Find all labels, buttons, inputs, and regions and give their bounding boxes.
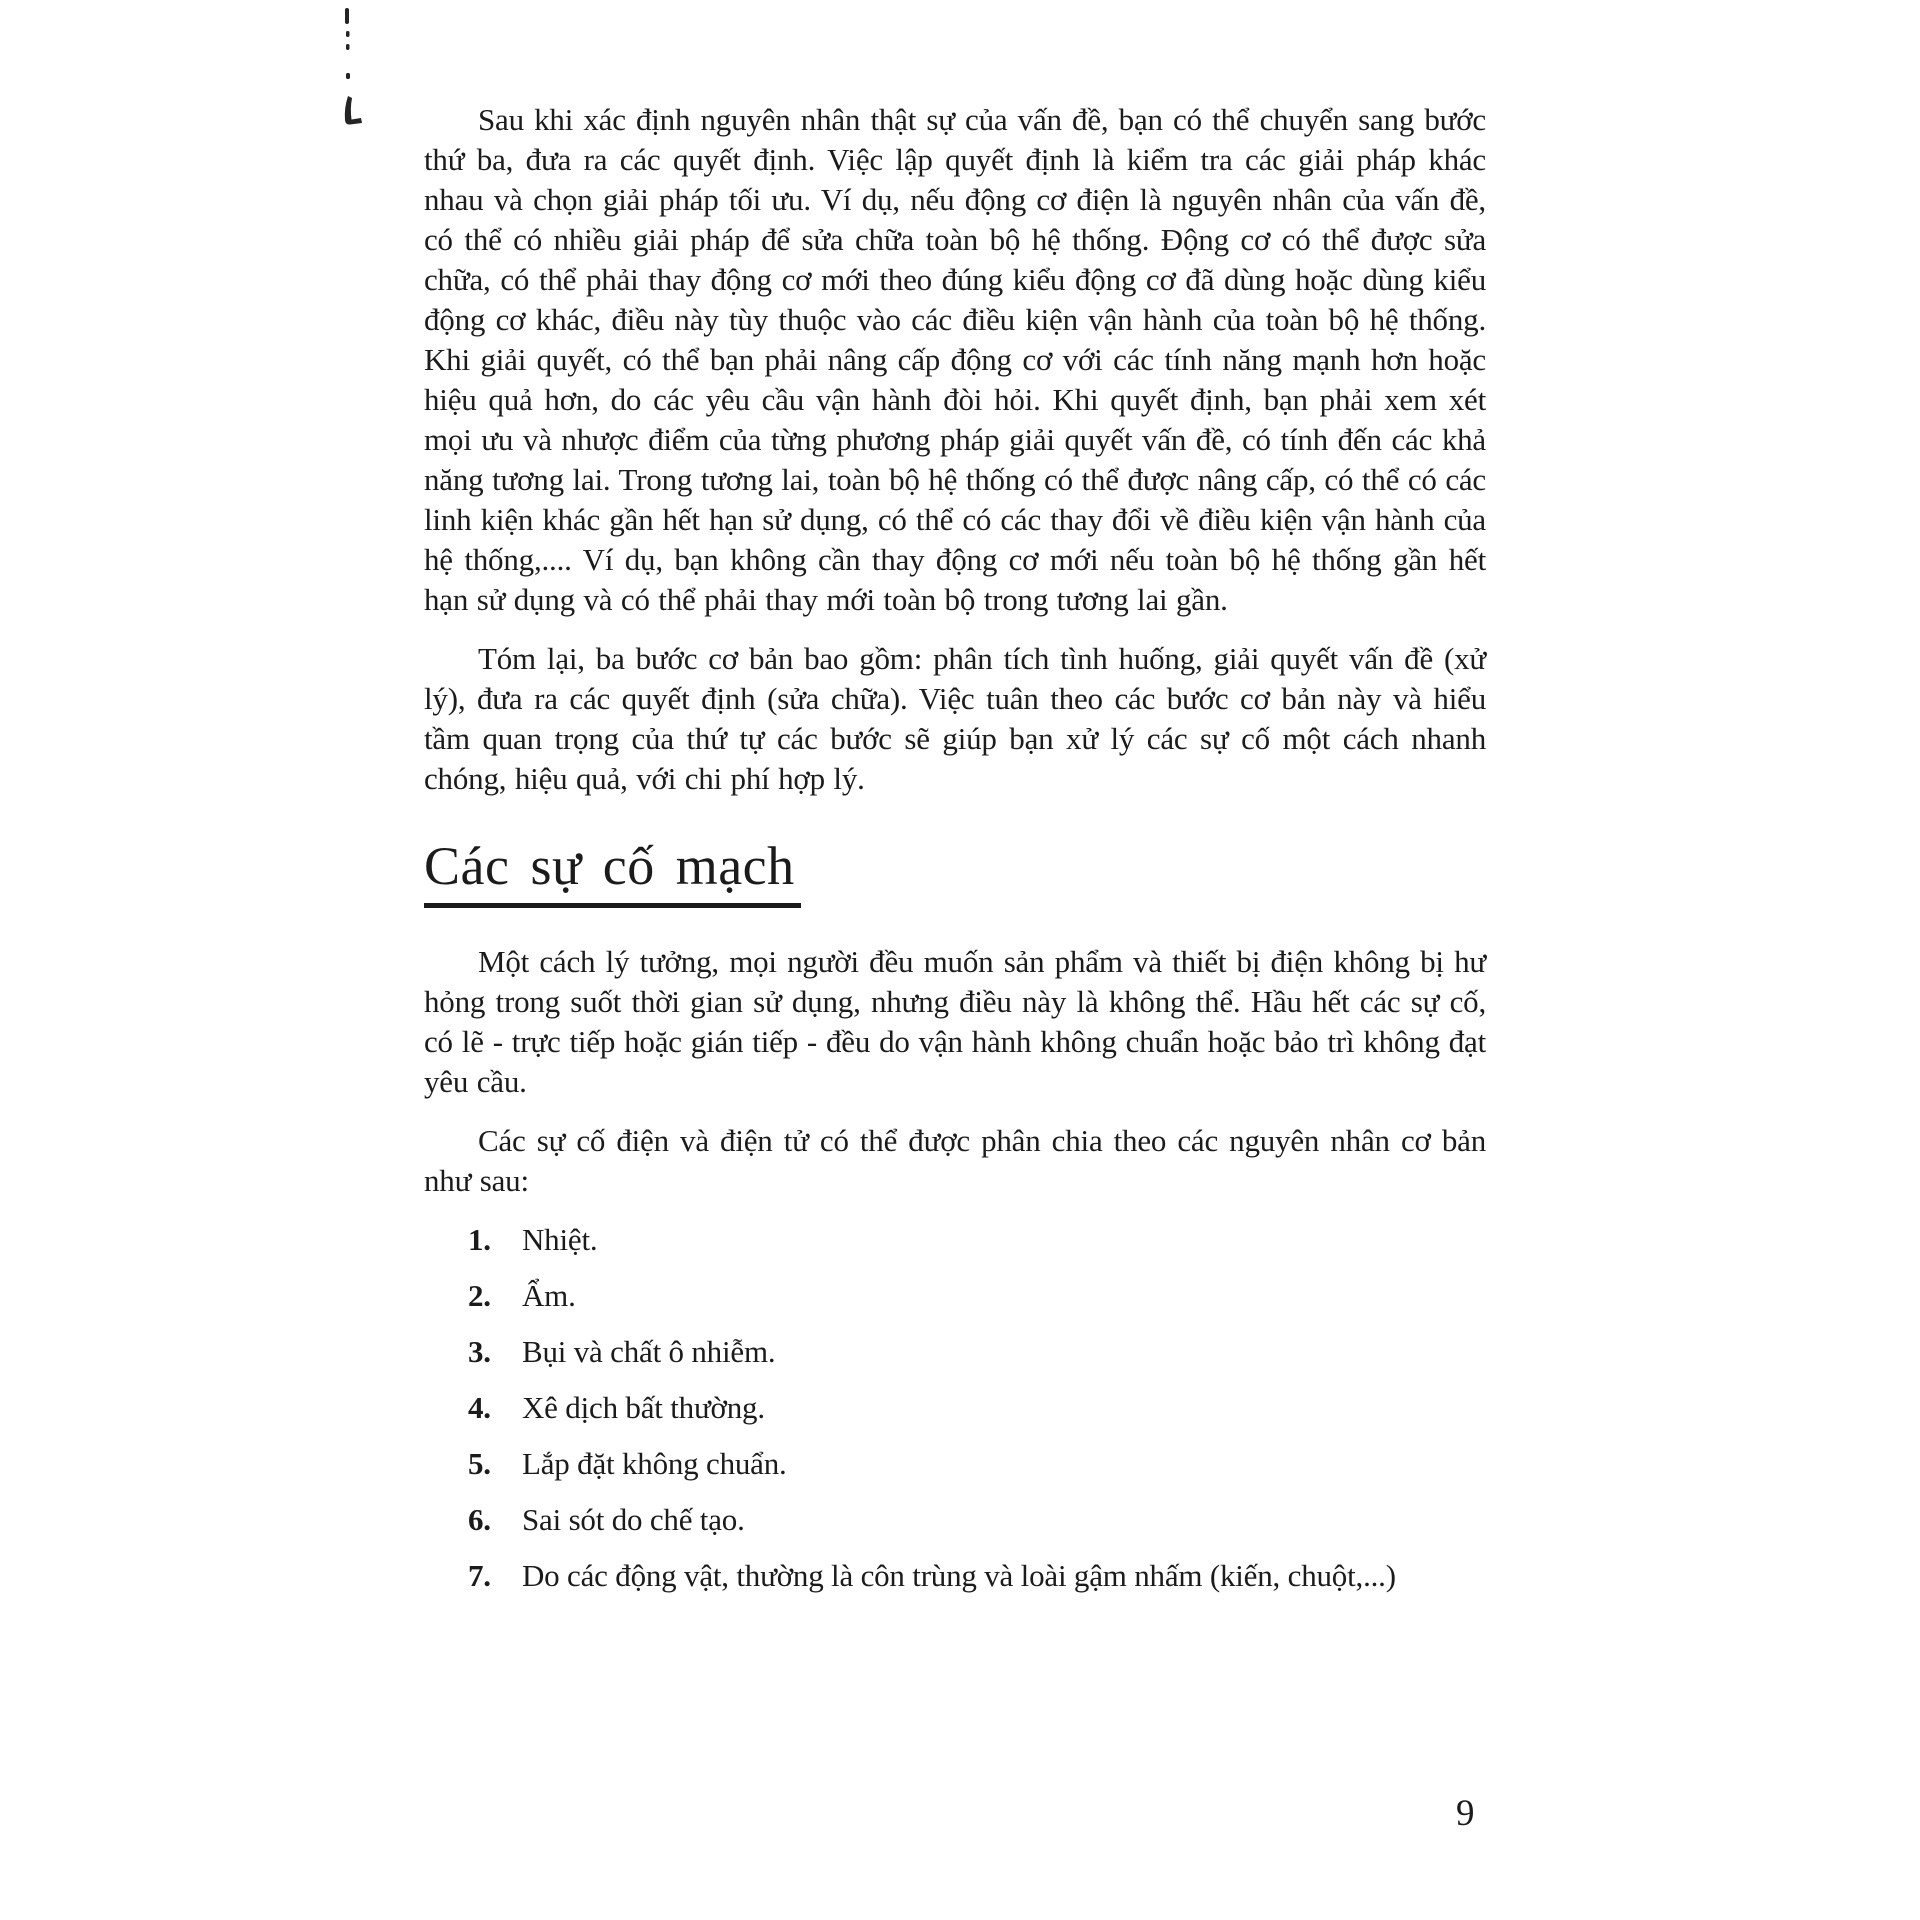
margin-scribble-icon <box>336 6 372 138</box>
cause-item-number: 5. <box>468 1446 491 1481</box>
section-heading <box>424 836 1486 908</box>
cause-item-text: Do các động vật, thường là côn trùng và loài gậm nhấm (kiến, chuột,...) <box>522 1558 1396 1593</box>
paragraph-causes-intro: Các sự cố điện và điện tử có thể được phân chia theo các nguyên nhân cơ bản như sau: <box>424 1123 1486 1198</box>
cause-item <box>424 1388 1486 1428</box>
cause-item-number: 4. <box>468 1390 491 1425</box>
cause-item-text: Lắp đặt không chuẩn. <box>522 1446 787 1481</box>
page-content <box>424 100 1486 1612</box>
cause-item-number: 3. <box>468 1334 491 1369</box>
cause-item-number: 7. <box>468 1558 491 1593</box>
cause-item <box>424 1500 1486 1540</box>
paragraph-decision-step: Sau khi xác định nguyên nhân thật sự của vấn đề, bạn có thể chuyển sang bước thứ ba, đưa ra các quyết định. Việc lập quyết định là kiểm tra các giải pháp khác nhau và chọn giải pháp tối ưu. Ví dụ, nếu động cơ điện là nguyên nhân của vấn đề, có thể có nhiều giải pháp để sửa chữa toàn bộ hệ thống. Động cơ có thể được sửa chữa, có thể phải thay động cơ mới theo đúng kiểu động cơ đã dùng hoặc dùng kiểu động cơ khác, điều này tùy thuộc vào các điều kiện vận hành của toàn bộ hệ thống. Khi giải quyết, có thể bạn phải nâng cấp động cơ với các tính năng mạnh hơn hoặc hiệu quả hơn, do các yêu cầu vận hành đòi hỏi. Khi quyết định, bạn phải xem xét mọi ưu và nhược điểm của từng phương pháp giải quyết vấn đề, có tính đến các khả năng tương lai. Trong tương lai, toàn bộ hệ thống có thể được nâng cấp, có thể có các linh kiện khác gần hết hạn sử dụng, có thể có các thay đổi về điều kiện vận hành của hệ thống,.... Ví dụ, bạn không cần thay động cơ mới nếu toàn bộ hệ thống gần hết hạn sử dụng và có thể phải thay mới toàn bộ trong tương lai gần. <box>424 102 1486 617</box>
cause-item-number: 2. <box>468 1278 491 1313</box>
cause-item <box>424 1332 1486 1372</box>
section-heading-text: Các sự cố mạch <box>424 836 801 908</box>
paragraph-summary-three-steps: Tóm lại, ba bước cơ bản bao gồm: phân tích tình huống, giải quyết vấn đề (xử lý), đưa ra các quyết định (sửa chữa). Việc tuân theo các bước cơ bản này và hiểu tầm quan trọng của thứ tự các bước sẽ giúp bạn xử lý các sự cố một cách nhanh chóng, hiệu quả, với chi phí hợp lý. <box>424 641 1486 796</box>
cause-item <box>424 1220 1486 1260</box>
cause-item-text: Xê dịch bất thường. <box>522 1390 765 1425</box>
cause-item <box>424 1276 1486 1316</box>
cause-list <box>424 1220 1486 1596</box>
cause-item <box>424 1444 1486 1484</box>
cause-item-text: Nhiệt. <box>522 1222 598 1257</box>
cause-item-text: Sai sót do chế tạo. <box>522 1502 745 1537</box>
cause-item-text: Ẩm. <box>522 1278 576 1313</box>
page-number: 9 <box>1456 1793 1475 1834</box>
cause-item <box>424 1556 1486 1596</box>
cause-item-number: 1. <box>468 1222 491 1257</box>
cause-item-number: 6. <box>468 1502 491 1537</box>
cause-item-text: Bụi và chất ô nhiễm. <box>522 1334 776 1369</box>
paragraph-ideal-reliability: Một cách lý tưởng, mọi người đều muốn sản phẩm và thiết bị điện không bị hư hỏng trong suốt thời gian sử dụng, nhưng điều này là không thể. Hầu hết các sự cố, có lẽ - trực tiếp hoặc gián tiếp - đều do vận hành không chuẩn hoặc bảo trì không đạt yêu cầu. <box>424 944 1486 1099</box>
